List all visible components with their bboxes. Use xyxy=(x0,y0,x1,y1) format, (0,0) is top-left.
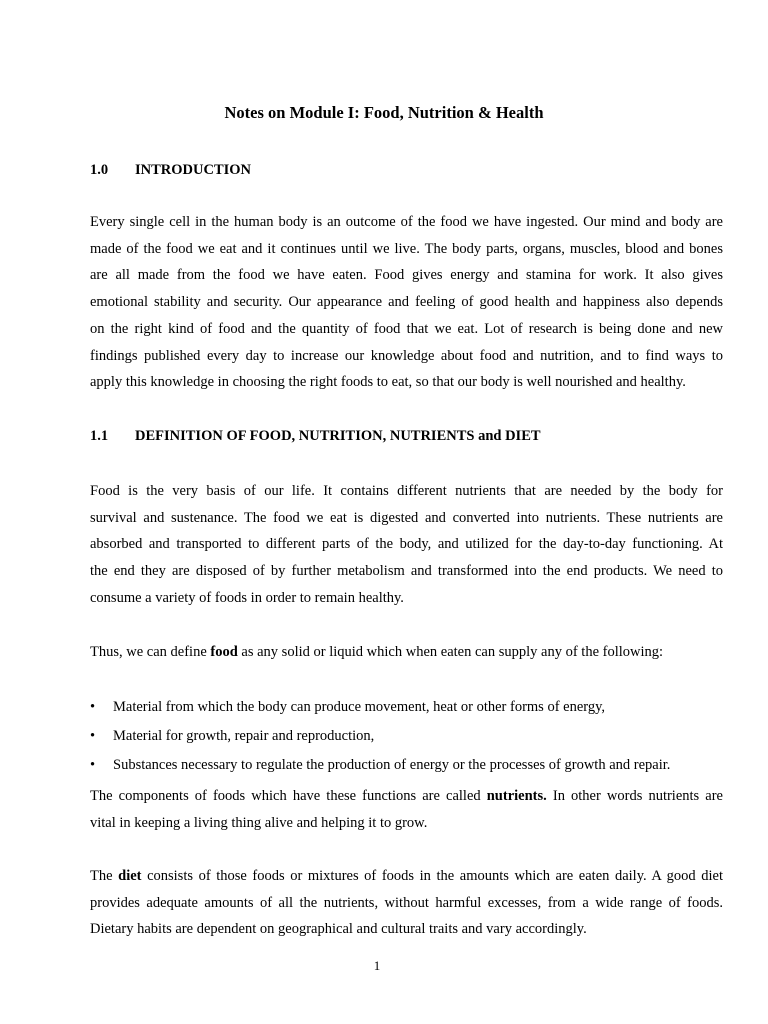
paragraph-line: are all made from the food we have eaten. Food gives energy and stamina for work. It also gives xyxy=(90,267,723,284)
list-item-text: Material from which the body can produce movement, heat or other forms of energy, xyxy=(113,699,606,715)
intro-paragraph xyxy=(90,209,723,396)
section-number: 1.1 xyxy=(90,428,109,444)
paragraph-line: Food is the very basis of our life. It contains different nutrients that are needed by the body for xyxy=(90,483,723,499)
nutrients-lead: The components of foods which have these functions are called xyxy=(90,788,487,804)
paragraph-line: consume a variety of foods in order to remain healthy. xyxy=(90,589,404,606)
paragraph-line: apply this knowledge in choosing the right foods to eat, so that our body is well nourished and healthy. xyxy=(90,374,686,391)
paragraph-line: vital in keeping a living thing alive and helping it to grow. xyxy=(90,814,428,831)
paragraph-line xyxy=(90,783,723,810)
paragraph-line: the end they are disposed of by further metabolism and transformed into the end products. We need to xyxy=(90,563,723,580)
bullet-icon: • xyxy=(90,699,96,715)
food-definition-lead: Thus, we can define xyxy=(90,644,211,660)
diet-paragraph xyxy=(90,863,723,943)
nutrients-term: nutrients. xyxy=(486,788,547,804)
diet-rest: consists of those foods or mixtures of foods in the amounts which are eaten daily. A good diet xyxy=(141,868,723,884)
paragraph-line: Dietary habits are dependent on geographical and cultural traits and vary accordingly. xyxy=(90,921,587,938)
section-title: INTRODUCTION xyxy=(135,162,252,178)
paragraph-line: on the right kind of food and the quantity of food that we eat. Lot of research is being done and new xyxy=(90,320,723,337)
section-title: DEFINITION OF FOOD, NUTRITION, NUTRIENTS and DIET xyxy=(135,428,541,444)
nutrients-paragraph xyxy=(90,783,723,836)
diet-lead: The xyxy=(90,868,119,884)
paragraph-line: emotional stability and security. Our appearance and feeling of good health and happiness also depends xyxy=(90,294,723,311)
intro-heading xyxy=(90,162,251,179)
list-item-text: Substances necessary to regulate the production of energy or the processes of growth and repair. xyxy=(113,757,671,773)
section-number: 1.0 xyxy=(90,162,109,178)
page-number: 1 xyxy=(373,958,381,973)
paragraph-line: absorbed and transported to different parts of the body, and utilized for the day-to-day functioning. At xyxy=(90,536,723,553)
bullet-icon: • xyxy=(90,728,96,744)
list-item xyxy=(90,755,730,784)
food-functions-list xyxy=(90,697,730,784)
list-item xyxy=(90,697,730,726)
diet-term: diet xyxy=(118,868,142,884)
paragraph-line xyxy=(90,863,723,890)
food-term: food xyxy=(210,644,238,660)
paragraph-line: findings published every day to increase our knowledge about food and nutrition, and to find ways to xyxy=(90,347,723,364)
paragraph-line: made of the food we eat and it continues until we live. The body parts, organs, muscles, blood and bones xyxy=(90,240,723,257)
definition-heading xyxy=(90,428,541,445)
page-title: Notes on Module I: Food, Nutrition & Health xyxy=(224,103,544,122)
food-definition-rest: as any solid or liquid which when eaten can supply any of the following: xyxy=(237,644,664,660)
list-item xyxy=(90,726,730,755)
bullet-icon: • xyxy=(90,757,96,773)
paragraph-line: survival and sustenance. The food we eat is digested and converted into nutrients. These nutrients are xyxy=(90,509,723,526)
nutrients-rest: In other words nutrients are xyxy=(546,788,723,804)
food-definition xyxy=(90,644,663,661)
food-paragraph xyxy=(90,478,723,612)
paragraph-line: Every single cell in the human body is an outcome of the food we have ingested. Our mind and body are xyxy=(90,214,723,230)
paragraph-line: provides adequate amounts of all the nutrients, without harmful excesses, from a wide range of foods. xyxy=(90,894,723,911)
list-item-text: Material for growth, repair and reproduction, xyxy=(113,728,375,744)
